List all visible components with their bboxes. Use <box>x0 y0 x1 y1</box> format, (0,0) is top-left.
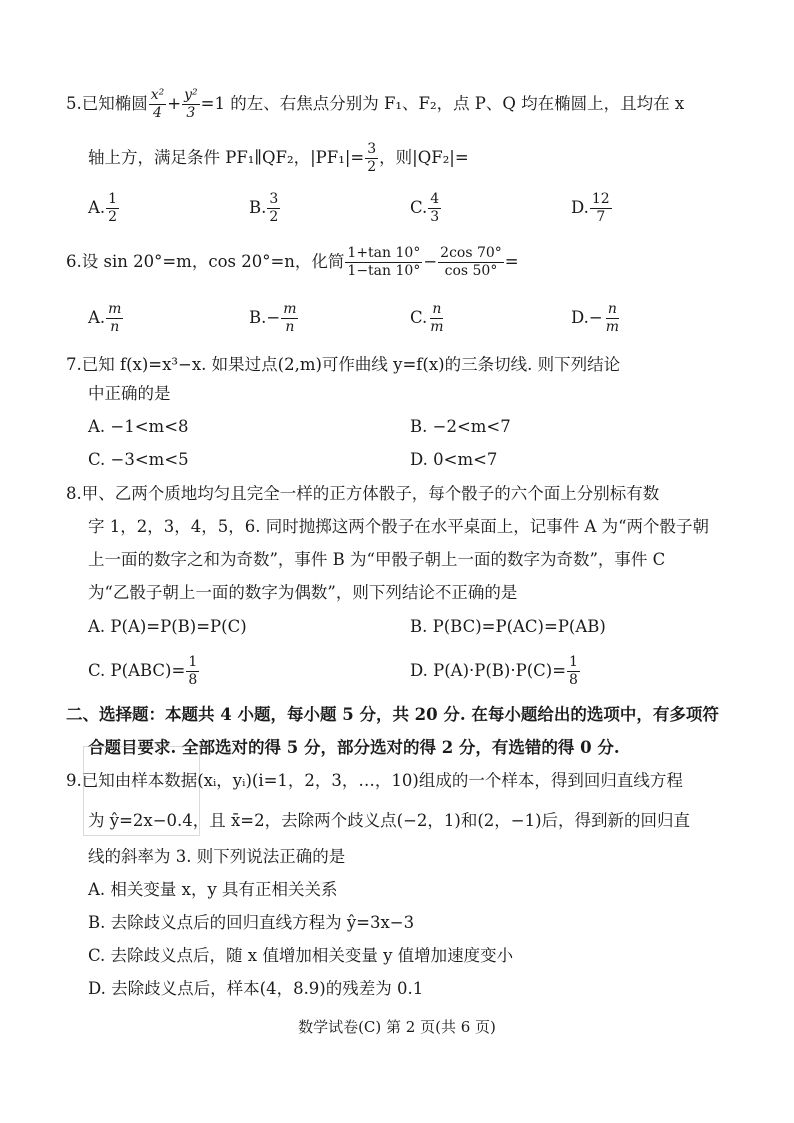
q6-option-d: D. − $\frac{n}{m}$ <box>571 301 619 335</box>
q5-fraction-x: $\frac{\text{x²}}{4}$ <box>150 87 165 121</box>
q9-option-d: D. 去除歧义点后，样本(4，8.9)的残差为 0.1 <box>88 979 424 998</box>
q9-option-a: A. 相关变量 x，y 具有正相关关系 <box>88 880 338 899</box>
q5-number: 5. <box>66 93 82 113</box>
q9-line1: 9.已知由样本数据(xᵢ，yᵢ)(i=1，2，3，…，10)组成的一个样本，得到回归直线方程 <box>66 771 683 790</box>
q6-number: 6. <box>66 251 82 271</box>
page-footer: 数学试卷(C) 第 2 页(共 6 页) <box>298 1018 496 1036</box>
q6-option-b: B. − $\frac{m}{n}$ <box>249 301 297 335</box>
q6-fraction-cos: $\frac{2\cos 70^\circ}{\cos 50^\circ}$ <box>440 245 502 279</box>
q9-option-b: B. 去除歧义点后的回归直线方程为 ŷ=3x−3 <box>88 913 415 932</box>
q7-option-a: A. −1<m<8 <box>88 417 189 436</box>
q7-option-d: D. 0<m<7 <box>410 450 498 469</box>
q8-option-b: B. P(BC)=P(AC)=P(AB) <box>410 617 606 636</box>
section2-line2: 合题目要求. 全部选对的得 5 分，部分选对的得 2 分，有选错的得 0 分. <box>88 738 620 757</box>
q5-option-c: C. $\frac{4}{3}$ <box>410 191 440 225</box>
q6-option-a: A. $\frac{m}{n}$ <box>88 301 122 335</box>
q5-fraction-pf1: $\frac{3}{2}$ <box>367 141 377 175</box>
q8-line4: 为“乙骰子朝上一面的数字为偶数”，则下列结论不正确的是 <box>88 583 518 602</box>
q7-line2: 中正确的是 <box>88 384 171 403</box>
q5-option-a: A. $\frac{1}{2}$ <box>88 191 118 225</box>
q7-line1: 7.已知 f(x)=x³−x. 如果过点(2,m)可作曲线 y=f(x)的三条切线. 则下列结论 <box>66 355 621 374</box>
q8-line3: 上一面的数字之和为奇数”，事件 B 为“甲骰子朝上一面的数字为奇数”，事件 C <box>88 550 666 569</box>
q8-line1: 8.甲、乙两个质地均匀且完全一样的正方体骰子，每个骰子的六个面上分别标有数 <box>66 484 660 503</box>
q5-fraction-y: $\frac{\text{y²}}{3}$ <box>184 87 198 121</box>
q5-line1: 5. 已知椭圆 $\frac{\text{x²}}{4}$ + $\frac{\text{y²}}{3}$ =1 的左、右焦点分别为 F₁、F₂，点 P、Q 均在椭圆上，且均在 x <box>66 87 685 121</box>
q8-option-d: D. P(A)·P(B)·P(C)= $\frac{1}{8}$ <box>410 654 578 688</box>
q9-line3: 线的斜率为 3. 则下列说法正确的是 <box>88 847 346 866</box>
q7-option-c: C. −3<m<5 <box>88 450 189 469</box>
q5-option-d: D. $\frac{12}{7}$ <box>571 191 610 225</box>
q5-line2: 轴上方，满足条件 PF₁∥QF₂，|PF₁|= $\frac{3}{2}$ ，则|QF₂|= <box>88 141 469 175</box>
q7-option-b: B. −2<m<7 <box>410 417 511 436</box>
q8-option-c: C. P(ABC)= $\frac{1}{8}$ <box>88 654 198 688</box>
q5-option-b: B. $\frac{3}{2}$ <box>249 191 279 225</box>
q9-line2: 为 ŷ=2x−0.4，且 x̄=2，去除两个歧义点(−2，1)和(2，−1)后，得到新的回归直 <box>88 811 691 830</box>
q9-option-c: C. 去除歧义点后，随 x 值增加相关变量 y 值增加速度变小 <box>88 946 514 965</box>
q8-line2: 字 1，2，3，4，5，6. 同时抛掷这两个骰子在水平桌面上，记事件 A 为“两个骰子朝 <box>88 517 710 536</box>
q6-fraction-tan: $\frac{1+\tan 10^\circ}{1-\tan 10^\circ}$ <box>347 245 421 279</box>
q5-text-b: =1 的左、右焦点分别为 F₁、F₂，点 P、Q 均在椭圆上，且均在 x <box>200 93 685 113</box>
q6-option-c: C. $\frac{n}{m}$ <box>410 301 444 335</box>
q8-option-a: A. P(A)=P(B)=P(C) <box>88 617 247 636</box>
section2-line1: 二、选择题：本题共 4 小题，每小题 5 分，共 20 分. 在每小题给出的选项中，有多项符 <box>66 705 719 724</box>
q6-line1: 6. 设 sin 20°=m，cos 20°=n，化简 $\frac{1+\tan 10^\circ}{1-\tan 10^\circ}$ − $\frac{2\cos 70^\circ}{\cos 50^\circ}$ = <box>66 245 519 279</box>
q5-text-a: 已知椭圆 <box>81 93 148 113</box>
